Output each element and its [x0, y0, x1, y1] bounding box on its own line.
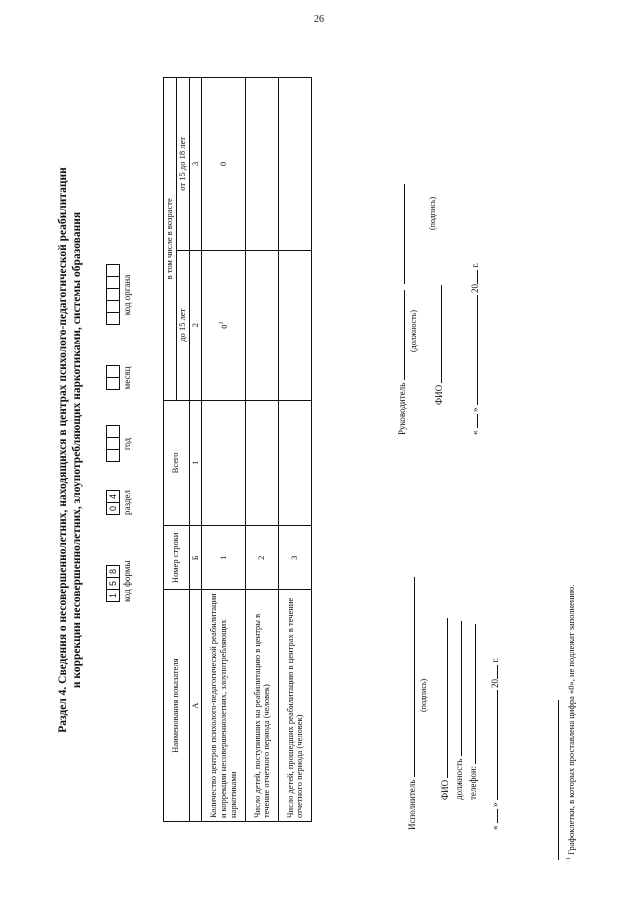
row-number: 1	[202, 526, 246, 590]
month-code-group	[106, 366, 132, 390]
section-code-caption: раздел	[122, 490, 132, 515]
head-fio-line[interactable]	[432, 285, 442, 383]
executor-phone-line[interactable]	[466, 624, 476, 764]
form-code-group	[106, 561, 132, 602]
age-under-15-cell[interactable]	[279, 250, 312, 400]
header-total: Всего	[164, 400, 190, 526]
organ-code-box[interactable]	[106, 300, 120, 313]
executor-phone-label: телефон:	[468, 765, 478, 800]
table-row	[202, 78, 246, 822]
date-quote-close: »	[490, 802, 500, 807]
form-code-caption: код формы	[122, 560, 132, 602]
section-title-line-1: Раздел 4. Сведения о несовершеннолетних, находящихся в центрах психолого-педагогической реабилитации	[57, 167, 69, 733]
organ-code-box[interactable]	[106, 312, 120, 325]
date-year-prefix: 20	[490, 679, 500, 688]
data-table	[163, 77, 312, 822]
column-index-row	[189, 78, 202, 822]
year-code-group	[106, 426, 132, 462]
footnote-divider	[558, 700, 559, 860]
head-position-line[interactable]	[395, 290, 405, 380]
column-index-cell: 3	[189, 78, 202, 251]
executor-signature	[405, 577, 417, 830]
executor-fio-label: ФИО	[440, 779, 450, 800]
head-label: Руководитель	[397, 382, 407, 435]
total-cell[interactable]	[202, 400, 246, 526]
total-cell[interactable]	[279, 400, 312, 526]
footnote-mark: 1	[218, 321, 225, 325]
indicator-name: Число детей, прошедших реабилитацию в центрах в течение отчетного периода (человек)	[279, 590, 312, 822]
section-code-group	[106, 490, 132, 515]
footnote-mark: 1	[566, 857, 572, 860]
date-quote-open: «	[490, 825, 500, 830]
indicator-name: Количество центров психолого-педагогической реабилитации и коррекции несовершеннолетних, злоупотребляющих наркотиками	[202, 590, 246, 822]
row-number: 3	[279, 526, 312, 590]
indicator-name: Число детей, поступивших на реабилитацию в центры в течение отчетного периода (человек)	[246, 590, 279, 822]
form-code-box[interactable]: 5	[106, 577, 120, 590]
column-index-cell: 1	[189, 400, 202, 526]
age-15-18-cell[interactable]	[246, 78, 279, 251]
column-index-cell: Б	[189, 526, 202, 590]
form-code-box[interactable]: 8	[106, 565, 120, 578]
header-row-1	[164, 78, 177, 822]
date-year-line[interactable]	[468, 270, 478, 284]
organ-code-box[interactable]	[106, 276, 120, 289]
executor-signature-line[interactable]	[405, 577, 415, 777]
head-signature-line[interactable]	[395, 184, 405, 284]
executor-position	[452, 622, 464, 801]
header-age-group: в том числе в возрасте	[164, 78, 177, 401]
executor-position-line[interactable]	[452, 622, 462, 757]
year-code-box[interactable]	[106, 425, 120, 438]
executor-position-label: должность	[454, 758, 464, 800]
code-boxes-row	[106, 40, 156, 860]
row-number: 2	[246, 526, 279, 590]
footnote	[566, 585, 577, 860]
header-age-15-18: от 15 до 18 лет	[176, 78, 189, 251]
date-year-line[interactable]	[488, 665, 498, 679]
section-title-line-2: и коррекции несовершеннолетних, злоупотребляющих наркотиками, системы образования	[71, 211, 84, 689]
table-row	[279, 78, 312, 822]
date-year-suffix: г.	[470, 262, 480, 268]
month-code-box[interactable]	[106, 365, 120, 378]
head-signature-caption: (подпись)	[428, 196, 437, 230]
organ-code-box[interactable]	[106, 264, 120, 277]
year-code-box[interactable]	[106, 449, 120, 462]
header-age-under-15: до 15 лет	[176, 250, 189, 400]
cell-value: 0	[218, 324, 229, 329]
head-fio-label: ФИО	[434, 384, 444, 405]
organ-code-group	[106, 265, 132, 325]
month-code-caption: месяц	[122, 366, 132, 390]
head-fio	[432, 285, 444, 405]
executor-signature-caption: (подпись)	[419, 678, 428, 712]
date-day-line[interactable]	[468, 414, 478, 428]
executor-fio-line[interactable]	[438, 618, 448, 778]
organ-code-box[interactable]	[106, 288, 120, 301]
age-under-15-cell	[202, 250, 246, 400]
age-15-18-cell[interactable]	[279, 78, 312, 251]
executor-label: Исполнитель	[407, 779, 417, 830]
organ-code-caption: код органа	[122, 274, 132, 316]
section-code-box[interactable]: 4	[106, 490, 120, 503]
executor-fio	[438, 618, 450, 800]
head-position-caption: (должность)	[409, 310, 418, 352]
section-code-box[interactable]: 0	[106, 502, 120, 515]
date-quote-close: »	[470, 407, 480, 412]
age-15-18-cell: 0	[202, 78, 246, 251]
column-index-cell: А	[189, 590, 202, 822]
date-year-suffix: г.	[490, 657, 500, 663]
section-title	[56, 40, 85, 860]
date-day-line[interactable]	[488, 809, 498, 823]
year-code-box[interactable]	[106, 437, 120, 450]
rotated-form-sheet	[50, 40, 630, 860]
month-code-box[interactable]	[106, 377, 120, 390]
column-index-cell: 2	[189, 250, 202, 400]
date-year-prefix: 20	[470, 284, 480, 293]
head-date	[468, 263, 480, 435]
date-quote-open: «	[470, 430, 480, 435]
head-signature	[395, 184, 407, 435]
footnote-text: Графоклетки, в которых проставлена цифра «0», не подлежат заполнению.	[565, 584, 576, 855]
executor-date	[488, 658, 500, 830]
form-code-box[interactable]: 1	[106, 589, 120, 602]
date-month-line[interactable]	[468, 295, 478, 405]
header-row-number: Номер строки	[164, 526, 190, 590]
table-row	[246, 78, 279, 822]
date-month-line[interactable]	[488, 690, 498, 800]
header-indicator-name: Наименования показателя	[164, 590, 190, 822]
age-under-15-cell[interactable]	[246, 250, 279, 400]
executor-phone	[466, 624, 478, 800]
year-code-caption: год	[122, 437, 132, 451]
total-cell[interactable]	[246, 400, 279, 526]
